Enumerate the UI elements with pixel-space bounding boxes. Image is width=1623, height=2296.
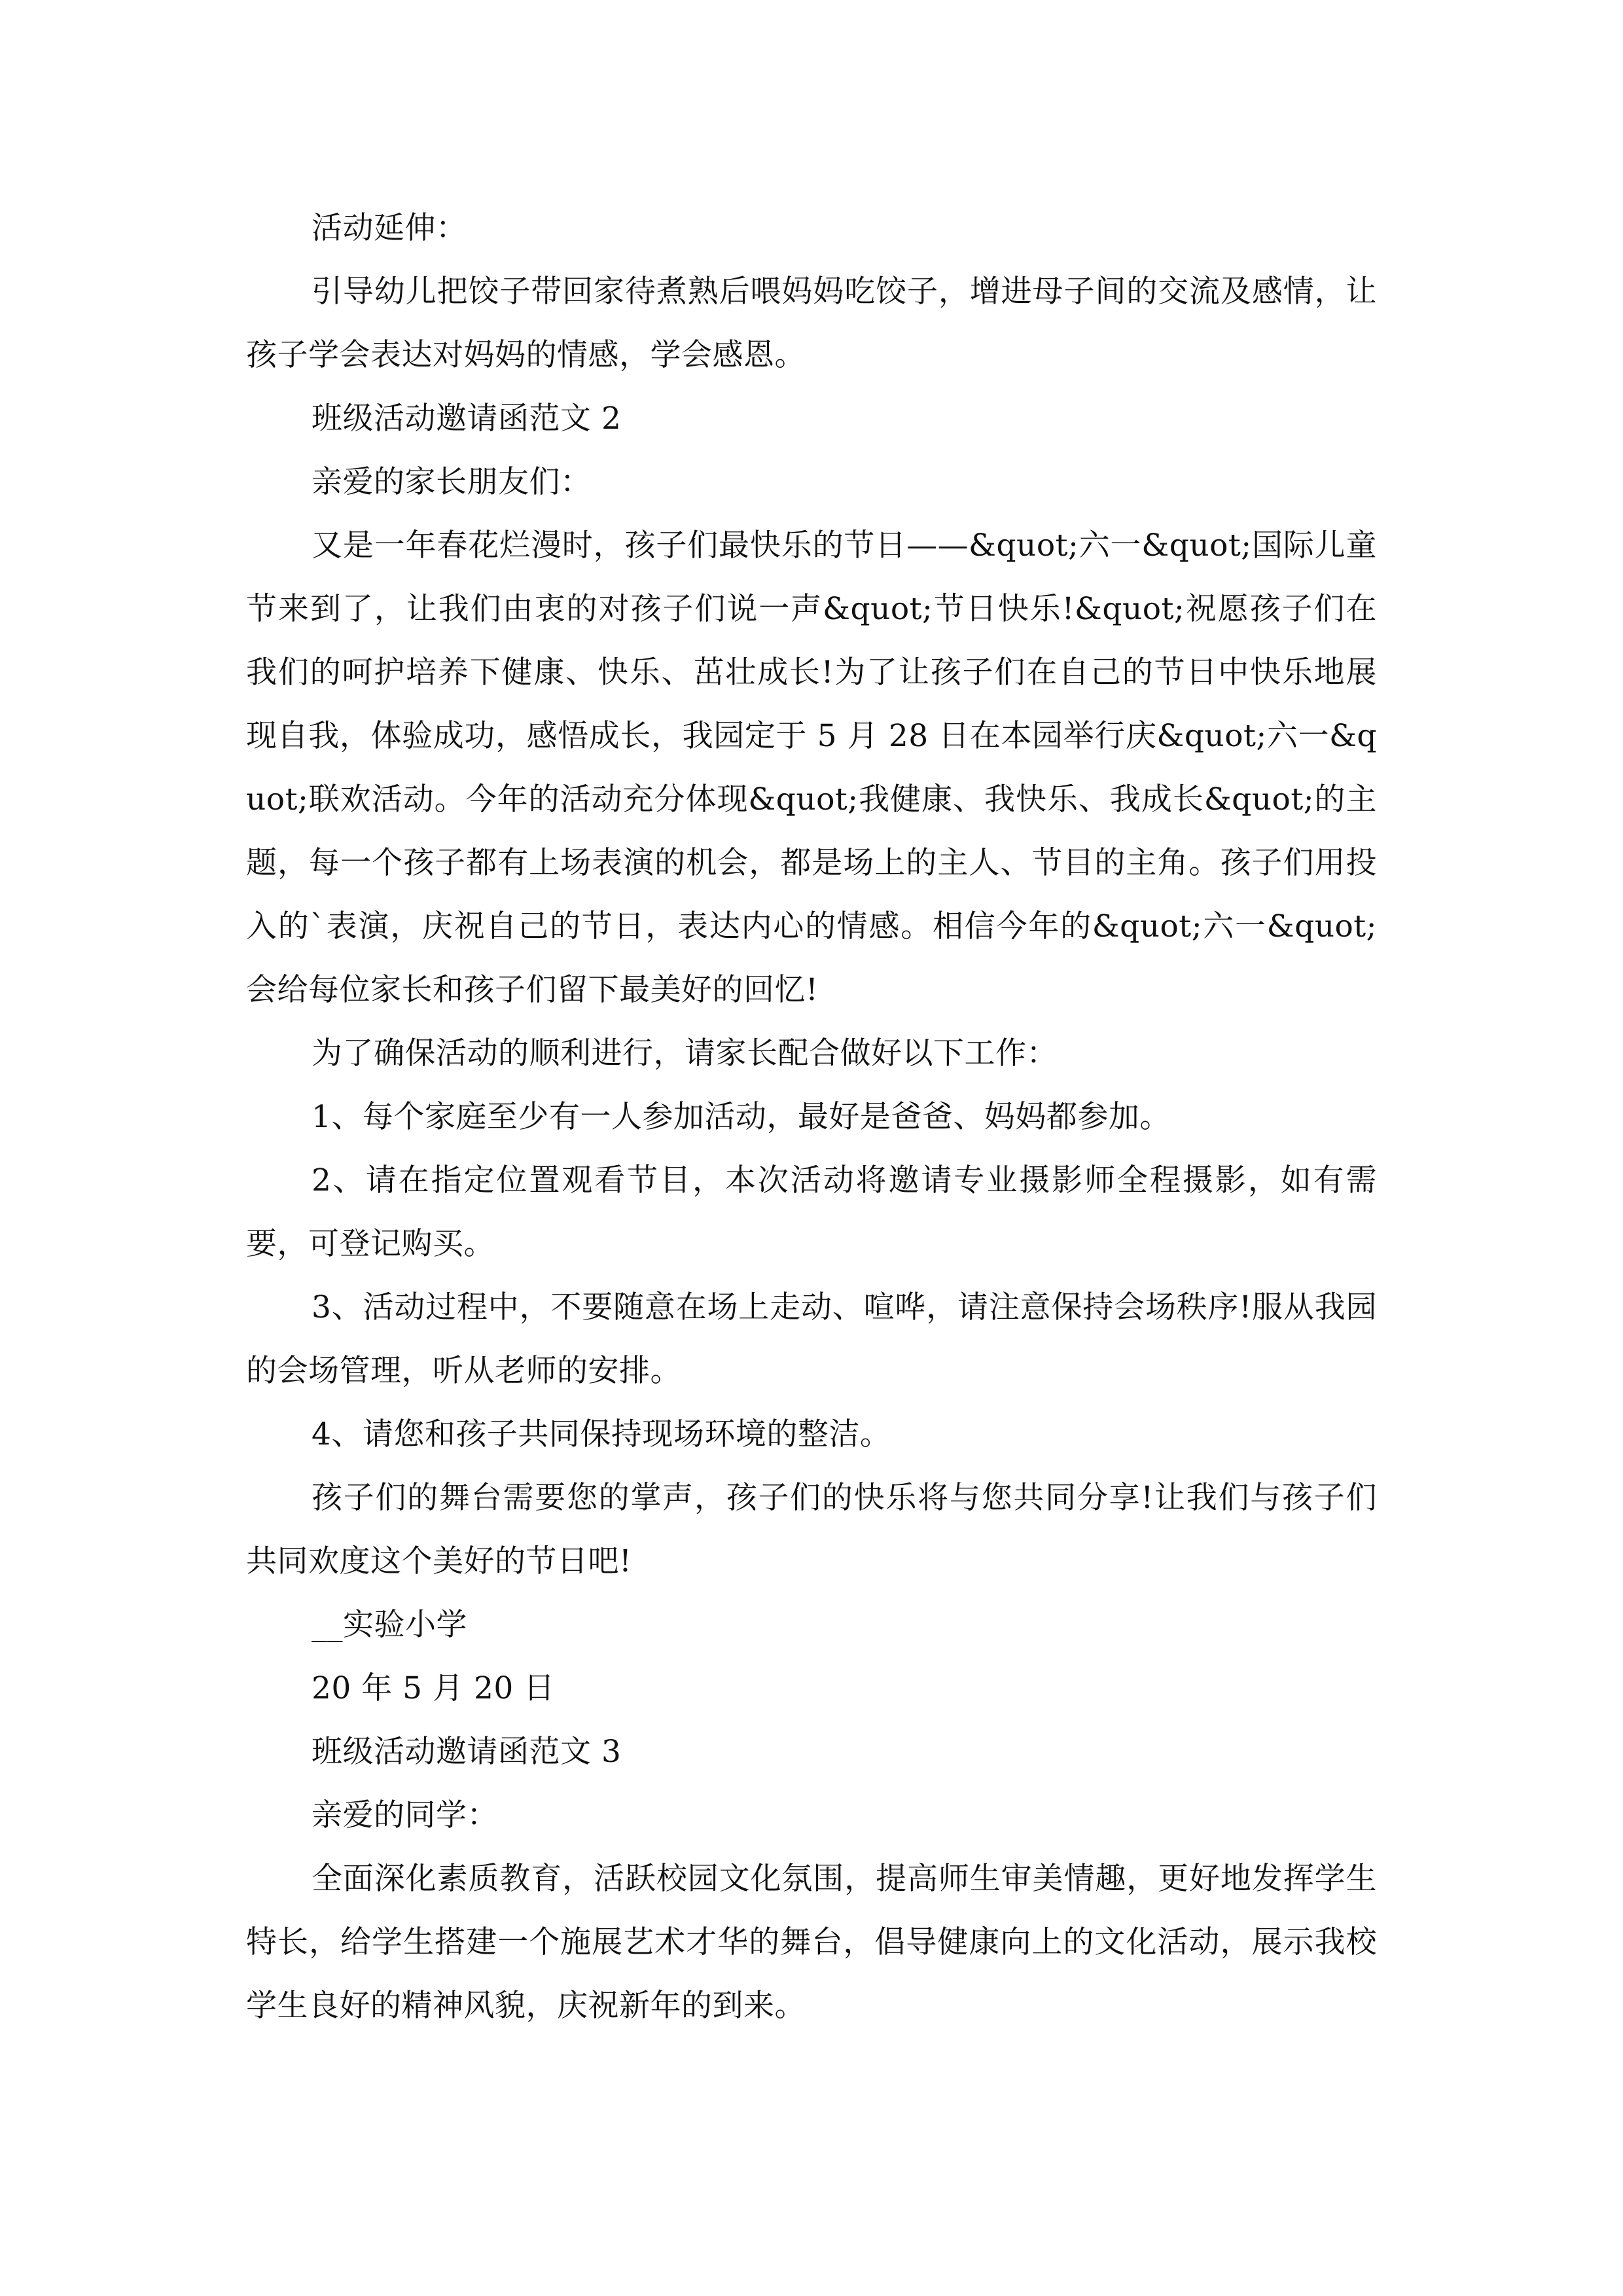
paragraph-activity-extension-text: 引导幼儿把饺子带回家待煮熟后喂妈妈吃饺子，增进母子间的交流及感情，让孩子学会表达对妈妈的情感，学会感恩。 bbox=[246, 274, 1377, 373]
document-body bbox=[246, 196, 1377, 2037]
section-title-sample-2: 班级活动邀请函范文 2 bbox=[312, 401, 622, 437]
greeting-students: 亲爱的同学： bbox=[312, 1797, 498, 1833]
section-title-sample-3: 班级活动邀请函范文 3 bbox=[312, 1734, 622, 1770]
paragraph-cooperation-request: 为了确保活动的顺利进行，请家长配合做好以下工作： bbox=[312, 1035, 1058, 1071]
paragraph-activity-extension-heading: 活动延伸： bbox=[312, 210, 467, 246]
list-item-3: 3、活动过程中，不要随意在场上走动、喧哗，请注意保持会场秩序!服从我园的会场管理，听从老师的安排。 bbox=[246, 1289, 1377, 1389]
signature-date: 20 年 5 月 20 日 bbox=[312, 1670, 555, 1706]
signature-school: __实验小学 bbox=[312, 1607, 467, 1643]
paragraph-childrens-day-invitation: 又是一年春花烂漫时，孩子们最快乐的节日——&quot;六一&quot;国际儿童节来到了，让我们由衷的对孩子们说一声&quot;节日快乐!&quot;祝愿孩子们在我们的呵护培养下健康、快乐、茁壮成长!为了让孩子们在自己的节日中快乐地展现自我，体验成功，感悟成长，我园定于 5 月 28 日在本园举行庆&quot;六一&quot;联欢活动。今年的活动充分体现&quot;我健康、我快乐、我成长&quot;的主题，每一个孩子都有上场表演的机会，都是场上的主人、节目的主角。孩子们用投入的`表演，庆祝自己的节日，表达内心的情感。相信今年的&quot;六一&quot;会给每位家长和孩子们留下最美好的回忆! bbox=[246, 528, 1377, 1008]
paragraph-closing: 孩子们的舞台需要您的掌声，孩子们的快乐将与您共同分享!让我们与孩子们共同欢度这个美好的节日吧! bbox=[246, 1480, 1377, 1579]
list-item-2: 2、请在指定位置观看节目，本次活动将邀请专业摄影师全程摄影，如有需要，可登记购买。 bbox=[246, 1162, 1377, 1262]
greeting-parents: 亲爱的家长朋友们： bbox=[312, 464, 592, 500]
list-item-4: 4、请您和孩子共同保持现场环境的整洁。 bbox=[312, 1416, 891, 1452]
paragraph-new-year-activity: 全面深化素质教育，活跃校园文化氛围，提高师生审美情趣，更好地发挥学生特长，给学生搭建一个施展艺术才华的舞台，倡导健康向上的文化活动，展示我校学生良好的精神风貌，庆祝新年的到来。 bbox=[246, 1861, 1377, 2024]
list-item-1: 1、每个家庭至少有一人参加活动，最好是爸爸、妈妈都参加。 bbox=[312, 1099, 1171, 1135]
